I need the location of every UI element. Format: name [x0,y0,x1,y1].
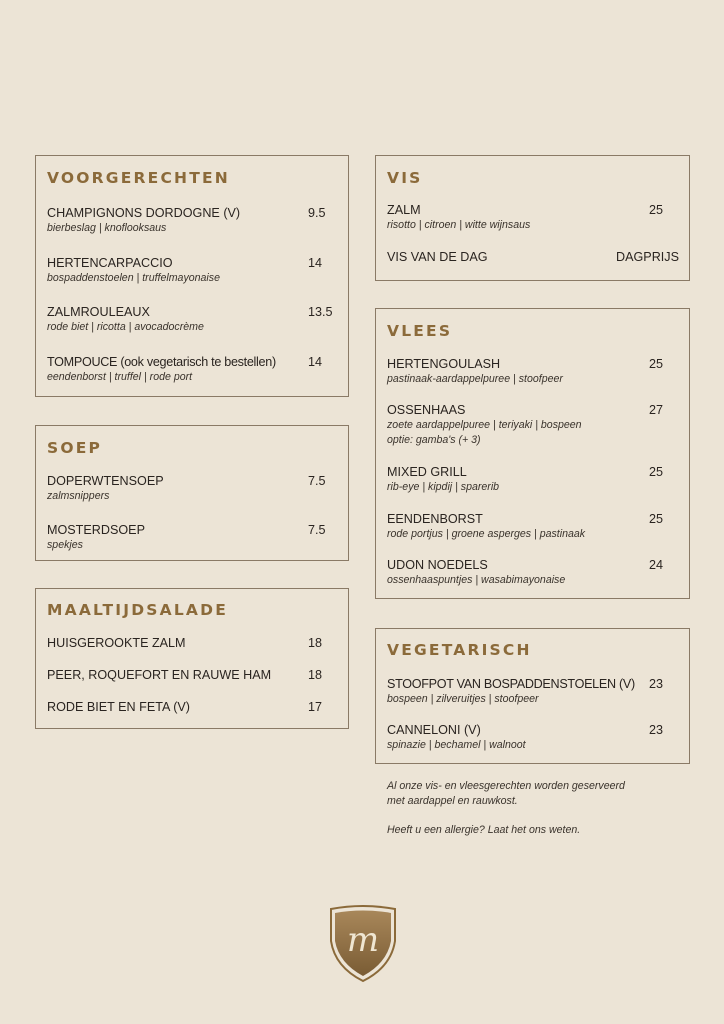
item-desc: rode portjus | groene asperges | pastinaak [387,528,586,540]
allergy-note: Heeft u een allergie? Laat het ons weten. [387,824,581,836]
item-desc: ossenhaaspuntjes | wasabimayonaise [387,574,566,586]
item-price: 14 [308,355,323,369]
item-name: PEER, ROQUEFORT EN RAUWE HAM [47,668,272,682]
item-price: 23 [649,723,664,737]
item-desc: spinazie | bechamel | walnoot [387,739,526,751]
section-title: MAALTIJDSALADE [47,601,228,619]
section-maaltijdsalade [35,588,349,729]
menu-item [387,512,679,542]
note-line-2: met aardappel en rauwkost. [387,795,518,807]
item-price: 25 [649,465,664,479]
item-price: 7.5 [308,523,326,537]
item-price: 9.5 [308,206,326,220]
item-name: HERTENGOULASH [387,357,501,371]
item-desc: rib-eye | kipdij | sparerib [387,481,500,493]
item-name: CANNELONI (V) [387,723,481,737]
item-name: HUISGEROOKTE ZALM [47,636,186,650]
restaurant-logo-icon [329,905,397,983]
item-name: ZALM [387,203,421,217]
item-desc: eendenborst | truffel | rode port [47,371,193,383]
item-desc: pastinaak-aardappelpuree | stoofpeer [387,373,563,385]
served-with-note [387,779,625,809]
item-name: MOSTERDSOEP [47,523,145,537]
item-desc: risotto | citroen | witte wijnsaus [387,219,531,231]
item-price: 13.5 [308,305,333,319]
item-price: 14 [308,256,323,270]
section-title: VIS [387,169,423,187]
section-vis [375,155,690,281]
section-title: VLEES [387,322,453,340]
menu-item [47,474,338,504]
section-vegetarisch [375,628,690,764]
menu-item [387,723,679,753]
item-desc: zoete aardappelpuree | teriyaki | bospeen [387,419,582,431]
menu-item [47,668,338,682]
menu-item [47,700,338,714]
item-price: 25 [649,512,664,526]
menu-item [47,206,338,236]
item-name: RODE BIET EN FETA (V) [47,700,190,714]
menu-item [387,203,679,233]
item-price: 23 [649,677,664,691]
item-price: 18 [308,668,323,682]
item-price: DAGPRIJS [616,250,679,264]
item-price: 27 [649,403,664,417]
item-option: optie: gamba's (+ 3) [387,434,481,446]
section-title: VEGETARISCH [387,641,532,659]
item-desc: spekjes [47,539,83,551]
menu-item [47,523,338,553]
item-price: 17 [308,700,323,714]
menu-item [387,677,679,707]
item-name: ZALMROULEAUX [47,305,150,319]
item-name: CHAMPIGNONS DORDOGNE (V) [47,206,241,220]
item-name: TOMPOUCE (ook vegetarisch te bestellen) [47,355,276,369]
item-price: 18 [308,636,323,650]
item-desc: bospaddenstoelen | truffelmayonaise [47,272,220,284]
section-soep [35,425,349,561]
svg-text:m: m [346,920,380,960]
item-desc: bierbeslag | knoflooksaus [47,222,167,234]
section-vlees [375,308,690,599]
item-price: 7.5 [308,474,326,488]
section-voorgerechten [35,155,349,397]
item-price: 24 [649,558,664,572]
menu-item [47,305,338,335]
item-name: HERTENCARPACCIO [47,256,173,270]
item-name: EENDENBORST [387,512,483,526]
menu-item [387,403,679,448]
item-desc: rode biet | ricotta | avocadocrème [47,321,204,333]
item-price: 25 [649,203,664,217]
item-name: DOPERWTENSOEP [47,474,164,488]
item-desc: zalmsnippers [47,490,110,502]
item-price: 25 [649,357,664,371]
menu-item [387,357,679,387]
menu-item [387,250,679,264]
menu-item [47,256,338,286]
item-desc: bospeen | zilveruitjes | stoofpeer [387,693,539,705]
item-name: OSSENHAAS [387,403,466,417]
section-title: SOEP [47,439,103,457]
menu-item [47,355,338,385]
menu-item [47,636,338,650]
menu-item [387,465,679,495]
item-name: STOOFPOT VAN BOSPADDENSTOELEN (V) [387,677,635,691]
item-name: VIS VAN DE DAG [387,250,488,264]
menu-item [387,558,679,588]
note-line-1: Al onze vis- en vleesgerechten worden geserveerd [387,780,625,792]
item-name: MIXED GRILL [387,465,467,479]
item-name: UDON NOEDELS [387,558,488,572]
section-title: VOORGERECHTEN [47,169,230,187]
